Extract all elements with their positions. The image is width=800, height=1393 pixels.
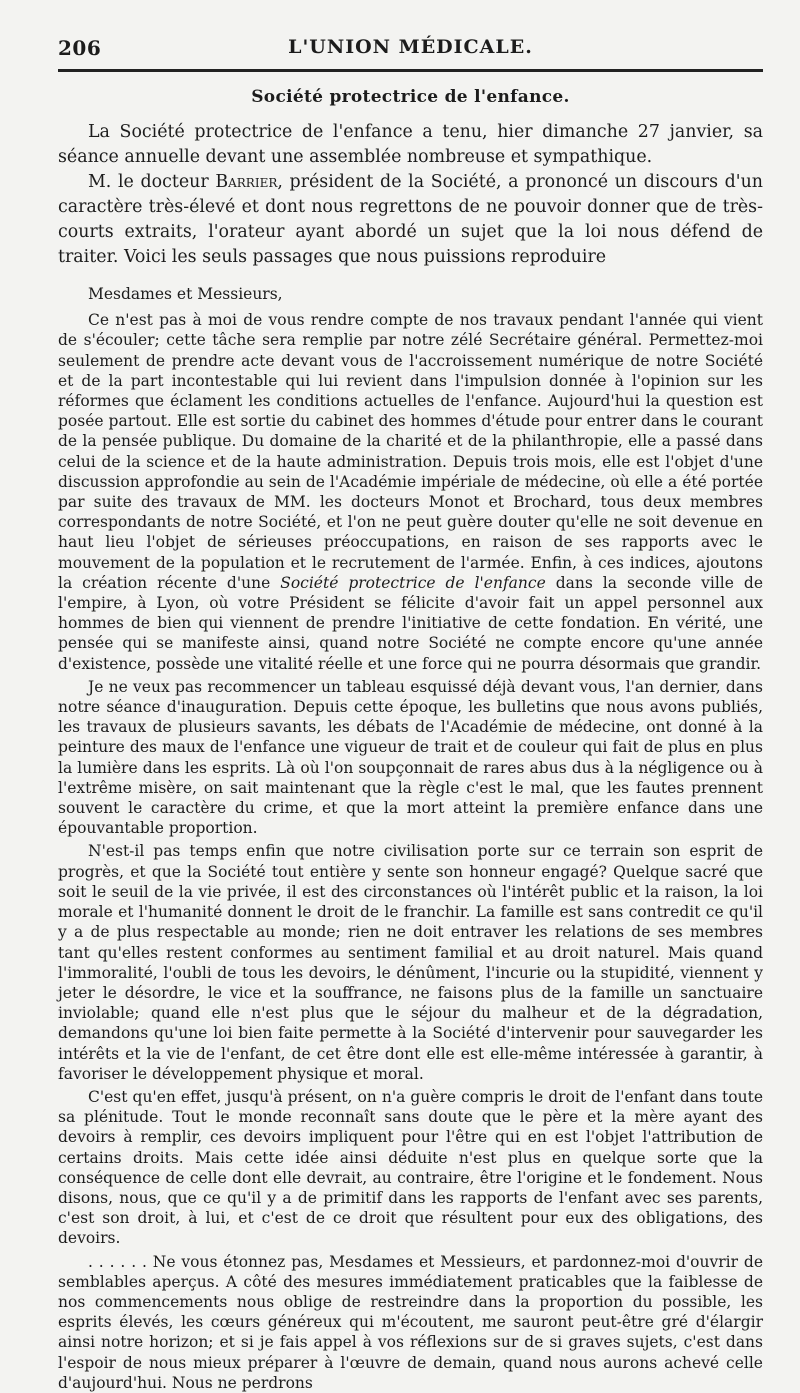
section-title: Société protectrice de l'enfance. <box>251 87 570 107</box>
speech-paragraph-1 <box>58 310 763 674</box>
page-number: 206 <box>58 36 102 60</box>
speaker-name: Barrier <box>215 172 278 192</box>
speech-paragraph-5: . . . . . . Ne vous étonnez pas, Mesdames et Messieurs, et pardonnez-moi d'ouvrir de semblables aperçus. A côté des mesures immédiatement praticables que la faiblesse de nos commencements nous oblige de restreindre dans la proportion du possible, les esprits élevés, les cœurs généreux qui m'écoutent, me sauront peut-être gré d'élargir ainsi notre horizon; et si je fais appel à vos réflexions sur de si graves sujets, c'est dans l'espoir de nous mieux préparer à l'œuvre de demain, quand nous aurons achevé celle d'aujourd'hui. Nous ne perdrons <box>58 1252 763 1392</box>
speech-paragraph-2: Je ne veux pas recommencer un tableau esquissé déjà devant vous, l'an dernier, dans notre séance d'inauguration. Depuis cette époque, les bulletins que nous avons publiés, les travaux de plusieurs savants, les débats de l'Académie de médecine, ont donné à la peinture des maux de l'enfance une vigueur de trait et de couleur qui fait de plus en plus la lumière dans les esprits. Là où l'on soupçonnait de rares abus dus à la négligence ou à l'extrême misère, on sait maintenant que la règle c'est le mal, que les fautes prennent souvent le caractère du crime, et que la mort atteint la première enfance dans une épouvantable proportion. <box>58 677 763 838</box>
speech-paragraph-1-part-a: Ce n'est pas à moi de vous rendre compte de nos travaux pendant l'année qui vient de s'écouler; cette tâche sera remplie par notre zélé Secrétaire général. Permettez-moi seulement de prendre acte devant vous de l'accroissement numérique de notre Société et de la part incontestable qui lui revient dans l'impulsion donnée à l'opinion sur les réformes que éclament les conditions actuelles de l'enfance. Aujourd'hui la question est posée partout. Elle est sortie du cabinet des hommes d'étude pour entrer dans le courant de la pensée publique. Du domaine de la charité et de la philanthropie, elle a passé dans celui de la science et de la haute administration. Depuis trois mois, elle est l'objet d'une discussion approfondie au sein de l'Académie impériale de médecine, où elle a été portée par suite des travaux de MM. les docteurs Monot et Brochard, tous deux membres correspondants de notre Société, et l'on ne peut guère douter qu'elle ne soit devenue en haut lieu l'objet de sérieuses préoccupations, en raison de ses rapports avec le mouvement de la population et le recrutement de l'armée. Enfin, à ces indices, ajoutons la création récente d'une <box>58 311 763 592</box>
speech-paragraph-1-part-b: dans la seconde ville de l'empire, à Lyon, où votre Président se félicite d'avoir fait un appel personnel aux hommes de bien qui viennent de prendre l'initiative de cette fondation. En vérité, une pensée qui se manifeste ainsi, quand notre Société ne compte encore qu'une année d'existence, possède une vitalité réelle et une force qui ne pourra désormais que grandir. <box>58 573 764 673</box>
header-rule <box>58 69 763 72</box>
society-name-italic: Société protectrice de l'enfance <box>280 573 546 592</box>
article-intro <box>58 120 763 270</box>
speech-paragraph-3: N'est-il pas temps enfin que notre civilisation porte sur ce terrain son esprit de progrès, et que la Société tout entière y sente son honneur engagé? Quelque sacré que soit le seuil de la vie privée, il est des circonstances où l'intérêt public et la raison, la loi morale et l'humanité donnent le droit de le franchir. La famille est sans contredit ce qu'il y a de plus respectable au monde; rien ne doit entraver les relations de ses membres tant qu'elles restent conformes au sentiment familial et au droit naturel. Mais quand l'immoralité, l'oubli de tous les devoirs, le dénûment, l'incurie ou la stupidité, viennent y jeter le désordre, le vice et la souffrance, ne faisons plus de la famille un sanctuaire inviolable; quand elle n'est plus que le séjour du malheur et de la dégradation, demandons qu'une loi bien faite permette à la Société d'intervenir pour sauvegarder les intérêts et la vie de l'enfant, de cet être dont elle est elle-même intéressée à garantir, à favoriser le développement physique et moral. <box>58 842 763 1083</box>
intro-paragraph-2 <box>58 170 763 270</box>
speech-extract <box>58 284 763 1393</box>
intro-prefix: M. le docteur <box>88 172 216 192</box>
intro-paragraph-1: La Société protectrice de l'enfance a tenu, hier dimanche 27 janvier, sa séance annuelle devant une assemblée nombreuse et sympathique. <box>58 122 763 167</box>
running-head <box>58 30 763 60</box>
journal-title: L'UNION MÉDICALE. <box>288 36 533 58</box>
intro-rest: , président de la Société, a prononcé un discours d'un caractère très-élevé et dont nous regrettons de ne pouvoir donner que de très-courts extraits, l'orateur ayant abordé un sujet que la loi nous défend de traiter. Voici les seuls passages que nous puissions reproduire <box>58 172 763 267</box>
speech-paragraph-4: C'est qu'en effet, jusqu'à présent, on n'a guère compris le droit de l'enfant dans toute sa plénitude. Tout le monde reconnaît sans doute que le père et la mère ayant des devoirs à remplir, ces devoirs impliquent pour l'être qui en est l'objet l'attribution de certains droits. Mais cette idée ainsi déduite n'est plus en quelque sorte que la conséquence de celle dont elle devrait, au contraire, être l'origine et le fondement. Nous disons, nous, que ce qu'il y a de primitif dans les rapports de l'enfant avec ses parents, c'est son droit, à lui, et c'est de ce droit que résultent pour eux des obligations, des devoirs. <box>58 1087 763 1248</box>
journal-page <box>58 30 764 1392</box>
salutation: Mesdames et Messieurs, <box>88 285 283 303</box>
